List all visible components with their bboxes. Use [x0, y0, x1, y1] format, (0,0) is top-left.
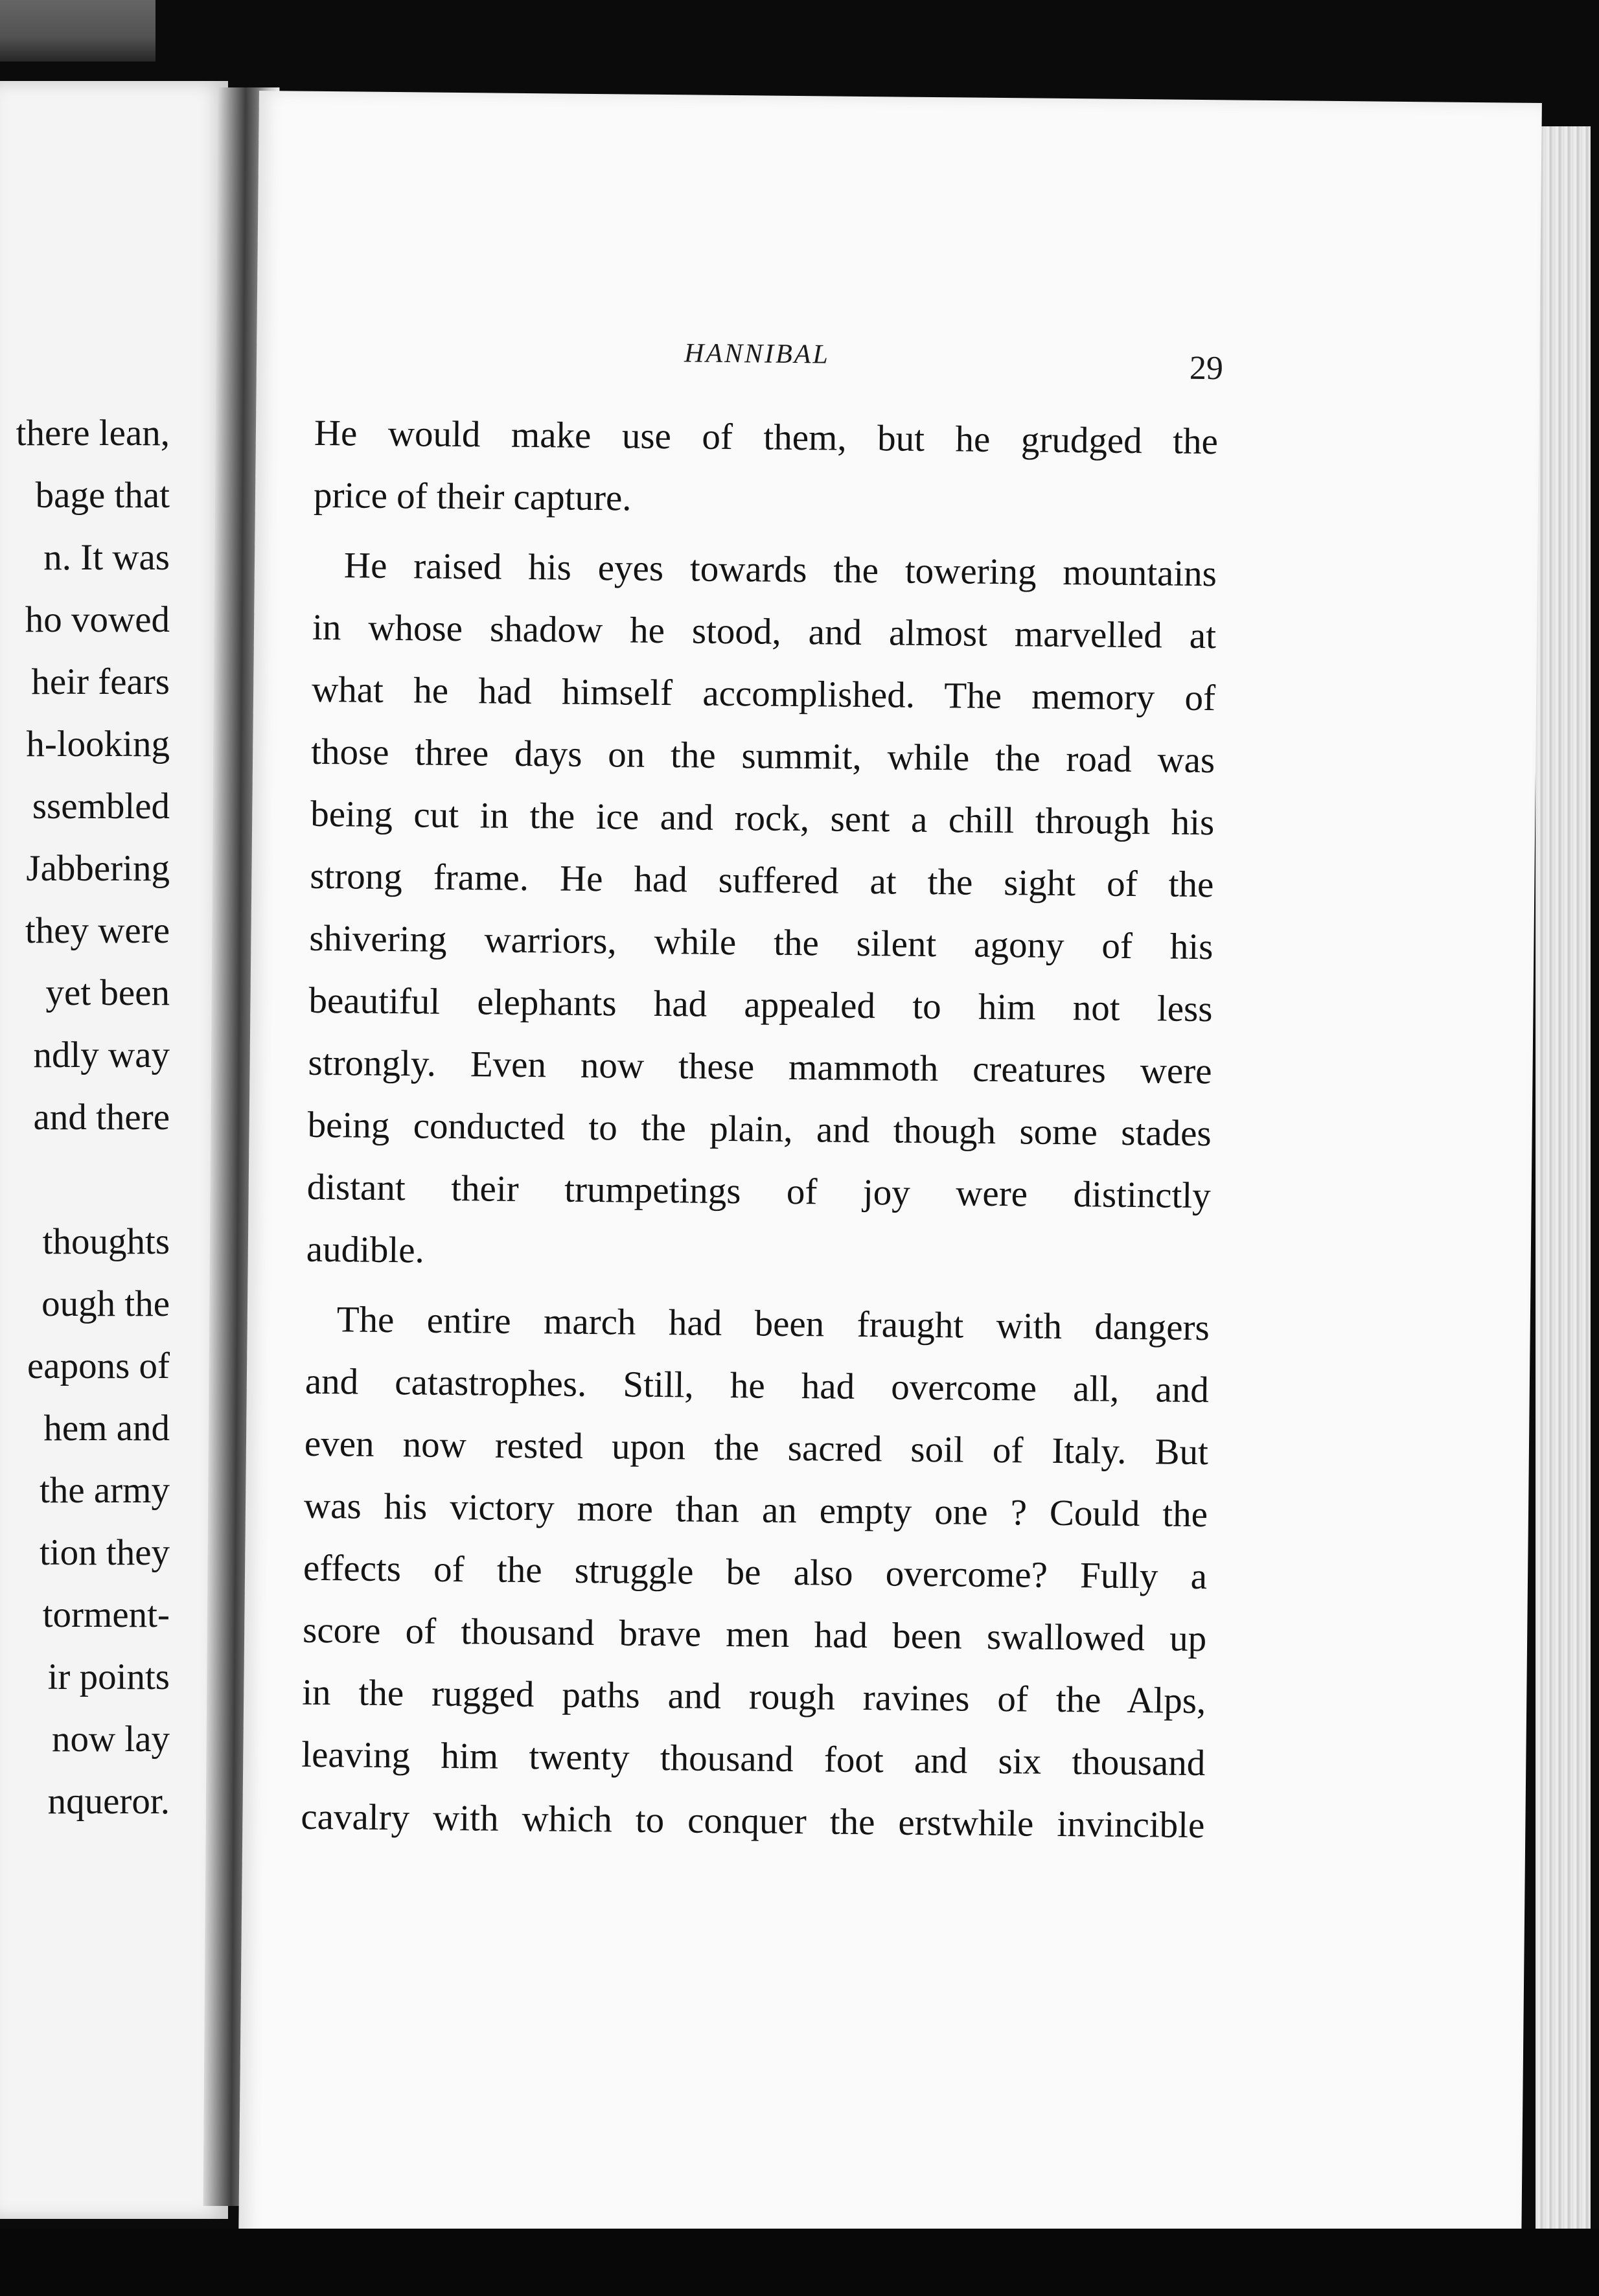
left-page-line: eapons of [27, 1346, 170, 1386]
paragraph [301, 1289, 1210, 1857]
paragraph [314, 402, 1219, 535]
text-line: audible. [306, 1228, 425, 1271]
page-edges [1536, 126, 1591, 2258]
text-line: shivering warriors, while the silent agony of his [309, 917, 1214, 968]
left-page-line: tion they [39, 1532, 170, 1573]
right-page [238, 91, 1542, 2260]
text-line: He would make use of them, but he grudged the [314, 412, 1219, 463]
text-line: distant their trumpetings of joy were distinctly [306, 1166, 1211, 1217]
left-page-line: torment- [42, 1594, 170, 1635]
text-line: even now rested upon the sacred soil of Italy. But [304, 1423, 1209, 1473]
text-line: beautiful elephants had appealed to him not less [308, 980, 1213, 1030]
left-page-line: Jabbering [26, 848, 170, 889]
text-line: in whose shadow he stood, and almost marvelled at [312, 606, 1217, 657]
left-page-line: bage that [35, 475, 170, 516]
text-line: strong frame. He had suffered at the sight of the [310, 855, 1214, 906]
text-line: effects of the struggle be also overcome? Fully a [303, 1547, 1208, 1598]
page-number: 29 [1189, 349, 1224, 387]
text-line: those three days on the summit, while the road was [310, 731, 1215, 781]
text-line: strongly. Even now these mammoth creatures were [308, 1042, 1212, 1092]
left-page-line: ssembled [32, 786, 170, 827]
left-page-line: hem and [43, 1408, 170, 1449]
left-page-line: ough the [41, 1283, 170, 1324]
left-page-line: n. It was [43, 537, 170, 578]
left-page-line: h-looking [26, 724, 170, 764]
book-cover-edge [0, 0, 155, 62]
left-page-line: ir points [47, 1657, 170, 1697]
left-page-line: they were [25, 910, 170, 951]
left-page-line: the army [39, 1470, 170, 1511]
left-page-line: ndly way [33, 1035, 170, 1075]
paragraph [306, 534, 1217, 1289]
scan-bottom-edge [0, 2229, 1599, 2296]
text-line: being cut in the ice and rock, sent a chill through his [310, 793, 1215, 844]
left-page [0, 81, 228, 2219]
left-page-line: and there [33, 1097, 170, 1138]
text-line: He raised his eyes towards the towering mountains [343, 545, 1217, 595]
left-page-line: nqueror. [47, 1781, 170, 1822]
text-line: was his victory more than an empty one ? Could the [303, 1485, 1208, 1535]
text-line: The entire march had been fraught with dangers [336, 1299, 1210, 1349]
text-line: being conducted to the plain, and though some stades [307, 1104, 1212, 1154]
left-page-line: yet been [45, 972, 170, 1013]
left-page-line: heir fears [31, 661, 170, 702]
text-line: cavalry with which to conquer the erstwhile invincible [301, 1796, 1205, 1846]
text-line: and catastrophes. Still, he had overcome all, and [305, 1360, 1210, 1411]
text-line: price of their capture. [313, 474, 632, 519]
left-page-line: thoughts [42, 1221, 170, 1262]
body-text [301, 402, 1218, 1857]
text-line: score of thousand brave men had been swallowed up [302, 1609, 1207, 1660]
left-page-line: there lean, [16, 413, 170, 453]
text-line: what he had himself accomplished. The memory of [311, 669, 1216, 719]
left-page-line: now lay [51, 1719, 170, 1760]
text-line: leaving him twenty thousand foot and six thousand [301, 1734, 1206, 1784]
left-page-line: ho vowed [25, 599, 170, 640]
text-line: in the rugged paths and rough ravines of the Alps, [301, 1671, 1206, 1722]
running-head: HANNIBAL [684, 338, 831, 370]
